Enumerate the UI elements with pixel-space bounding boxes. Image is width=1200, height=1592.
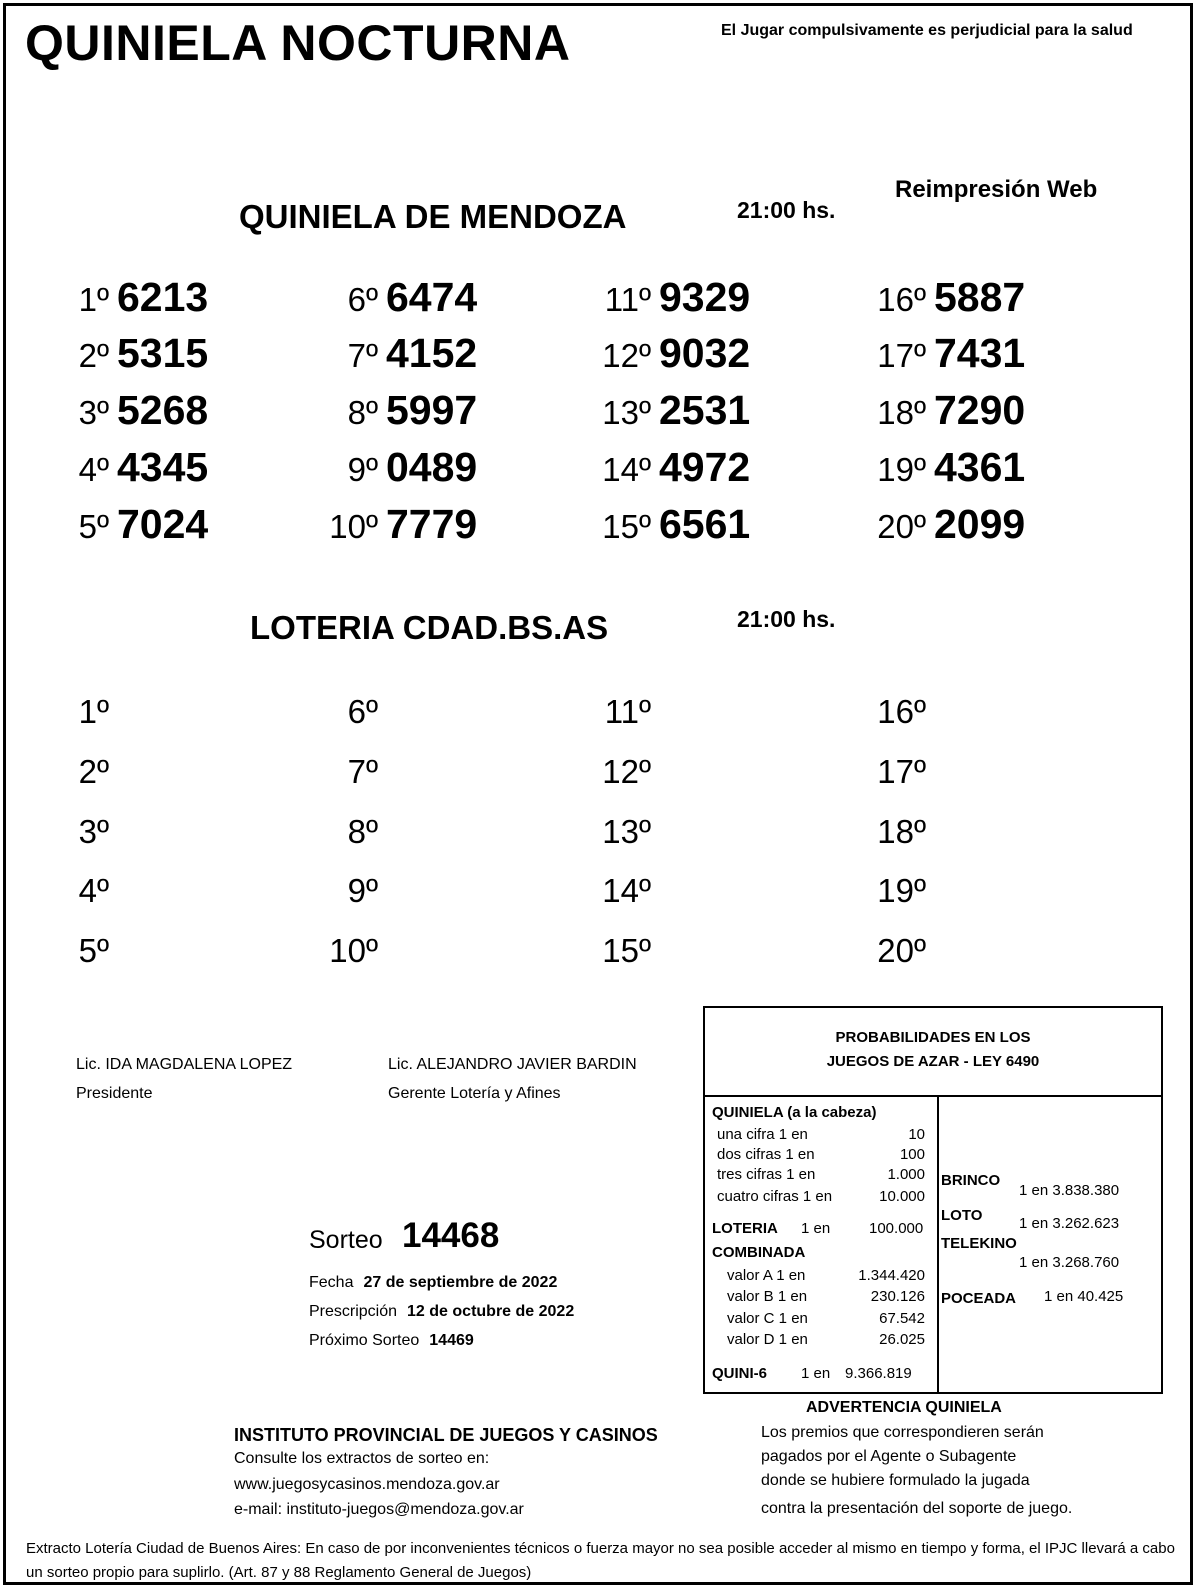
result-item: [278, 274, 477, 321]
result-number: 9329: [659, 274, 751, 320]
result-position: 11º: [604, 693, 651, 730]
advertencia-line: contra la presentación del soporte de juego.: [761, 1500, 1073, 1517]
extract-sheet: [3, 3, 1193, 1585]
prob-title: PROBABILIDADES EN LOS: [835, 1029, 1031, 1046]
result-position: 5º: [78, 932, 109, 969]
quini6-value: 9.366.819: [845, 1365, 912, 1382]
fecha-value: 27 de septiembre de 2022: [363, 1274, 558, 1291]
result-item: [551, 501, 750, 548]
result-position: 17º: [877, 753, 926, 790]
result-position: 16º: [877, 281, 926, 318]
result-position: 6º: [347, 693, 378, 730]
result-number: 4972: [659, 444, 751, 490]
fecha-line: [309, 1274, 557, 1292]
result-position: 20º: [877, 932, 926, 969]
result-item: [9, 330, 208, 377]
mendoza-time: 21:00 hs.: [737, 197, 836, 223]
odds-value: 1.344.420: [858, 1267, 925, 1284]
sorteo-label: Sorteo: [309, 1226, 383, 1254]
result-item: [9, 444, 208, 491]
result-position: 1º: [78, 281, 109, 318]
quini6-label: QUINI-6: [712, 1365, 768, 1382]
result-position: 15º: [602, 932, 651, 969]
prescripcion-line: [309, 1303, 574, 1321]
institute-email: e-mail: instituto-juegos@mendoza.gov.ar: [234, 1501, 524, 1518]
sorteo-number: 14468: [402, 1216, 500, 1255]
telekino-label: TELEKINO: [941, 1235, 1017, 1252]
fecha-label: Fecha: [309, 1274, 354, 1291]
result-position: 20º: [877, 508, 926, 545]
poceada-label: POCEADA: [941, 1290, 1017, 1307]
proximo-label: Próximo Sorteo: [309, 1332, 420, 1349]
odds-label: cuatro cifras 1 en: [717, 1188, 833, 1205]
odds-label: valor B 1 en: [727, 1288, 808, 1305]
institute-consult: Consulte los extractos de sorteo en:: [234, 1450, 490, 1467]
result-number: 7024: [117, 501, 209, 547]
result-item: [826, 501, 1025, 548]
result-item: [551, 274, 750, 321]
result-position: 2º: [78, 753, 109, 790]
combinada-head: COMBINADA: [712, 1244, 806, 1261]
loto-value: 1 en 3.262.623: [1019, 1215, 1120, 1232]
result-position: 8º: [347, 394, 378, 431]
prescripcion-label: Prescripción: [309, 1303, 398, 1320]
odds-label: valor D 1 en: [727, 1331, 808, 1348]
result-position: 2º: [78, 337, 109, 374]
result-position: 8º: [347, 813, 378, 850]
result-position: 3º: [78, 394, 109, 431]
result-position: 9º: [347, 872, 378, 909]
result-number: 5997: [386, 387, 478, 433]
result-item: [9, 274, 208, 321]
quiniela-head: QUINIELA (a la cabeza): [712, 1104, 877, 1121]
result-position: 12º: [602, 337, 651, 374]
result-position: 16º: [877, 693, 926, 730]
advertencia-line: pagados por el Agente o Subagente: [761, 1448, 1017, 1465]
result-item: [278, 387, 477, 434]
odds-value: 26.025: [879, 1331, 925, 1348]
reprint-label: Reimpresión Web: [895, 176, 1098, 203]
advertencia-line: donde se hubiere formulado la jugada: [761, 1472, 1030, 1489]
odds-label: valor C 1 en: [727, 1310, 808, 1327]
result-item: [826, 274, 1025, 321]
result-number: 5268: [117, 387, 209, 433]
health-warning: El Jugar compulsivamente es perjudicial para la salud: [721, 22, 1133, 39]
poceada-value: 1 en 40.425: [1044, 1288, 1124, 1305]
proximo-line: [309, 1332, 474, 1350]
result-number: 6213: [117, 274, 209, 320]
advertencia-title: ADVERTENCIA QUINIELA: [806, 1399, 1002, 1416]
institute-name: INSTITUTO PROVINCIAL DE JUEGOS Y CASINOS: [234, 1425, 658, 1445]
mendoza-title: QUINIELA DE MENDOZA: [239, 198, 627, 235]
result-item: [551, 444, 750, 491]
signature-role: Presidente: [76, 1085, 153, 1102]
odds-value: 100: [899, 1146, 925, 1163]
result-position: 19º: [877, 451, 926, 488]
result-item: [278, 330, 477, 377]
result-position: 9º: [347, 451, 378, 488]
result-number: 4361: [934, 444, 1026, 490]
result-position: 5º: [78, 508, 109, 545]
telekino-value: 1 en 3.268.760: [1019, 1254, 1120, 1271]
loto-label: LOTO: [941, 1207, 983, 1224]
result-number: 5887: [934, 274, 1026, 320]
odds-label: dos cifras 1 en: [717, 1146, 815, 1163]
result-position: 3º: [78, 813, 109, 850]
odds-value: 10: [908, 1126, 925, 1143]
odds-value: 230.126: [870, 1288, 925, 1305]
proximo-value: 14469: [429, 1332, 474, 1349]
divider: [705, 1095, 1161, 1097]
result-position: 1º: [78, 693, 109, 730]
result-number: 6474: [386, 274, 478, 320]
brinco-value: 1 en 3.838.380: [1019, 1182, 1120, 1199]
loteria-label: LOTERIA: [712, 1220, 778, 1237]
loteria-value: 100.000: [869, 1220, 924, 1237]
footer-note: Extracto Lotería Ciudad de Buenos Aires: En caso de por inconvenientes técnicos o fuerza mayor no sea posible acceder al mismo en tiempo y forma, el IPJC llevará a cabo un sorteo propio para suplirlo. (Art. 87 y 88 Reglamento General de Juegos): [26, 1540, 1175, 1581]
result-item: [826, 444, 1025, 491]
page-title: QUINIELA NOCTURNA: [25, 15, 571, 71]
result-position: 13º: [602, 813, 651, 850]
result-item: [9, 387, 208, 434]
prob-subtitle: JUEGOS DE AZAR - LEY 6490: [826, 1053, 1040, 1070]
result-position: 18º: [877, 813, 926, 850]
result-number: 9032: [659, 330, 751, 376]
signature-role: Gerente Lotería y Afines: [388, 1085, 561, 1102]
result-position: 10º: [329, 932, 378, 969]
result-number: 0489: [386, 444, 478, 490]
result-number: 7779: [386, 501, 478, 547]
loteria-title: LOTERIA CDAD.BS.AS: [250, 609, 609, 646]
advertencia-line: Los premios que correspondieren serán: [761, 1424, 1044, 1441]
result-number: 2531: [659, 387, 751, 433]
result-position: 14º: [602, 872, 651, 909]
result-item: [9, 501, 208, 548]
result-position: 14º: [602, 451, 651, 488]
odds-value: 1.000: [887, 1166, 925, 1183]
result-position: 4º: [78, 451, 109, 488]
odds-label: tres cifras 1 en: [717, 1166, 816, 1183]
result-number: 7290: [934, 387, 1026, 433]
result-item: [278, 444, 477, 491]
result-item: [278, 501, 477, 548]
prescripcion-value: 12 de octubre de 2022: [407, 1303, 575, 1320]
result-position: 15º: [602, 508, 651, 545]
result-position: 6º: [347, 281, 378, 318]
odds-value: 10.000: [879, 1188, 925, 1205]
loteria-time: 21:00 hs.: [737, 606, 836, 632]
result-number: 7431: [934, 330, 1026, 376]
probabilities-box: [703, 1006, 1163, 1394]
divider: [937, 1095, 939, 1392]
result-item: [551, 387, 750, 434]
result-position: 18º: [877, 394, 926, 431]
signature-name: Lic. IDA MAGDALENA LOPEZ: [76, 1056, 293, 1073]
result-number: 4345: [117, 444, 209, 490]
result-item: [551, 330, 750, 377]
result-number: 4152: [386, 330, 478, 376]
signature-name: Lic. ALEJANDRO JAVIER BARDIN: [388, 1056, 637, 1073]
odds-value: 67.542: [879, 1310, 925, 1327]
result-number: 6561: [659, 501, 751, 547]
result-position: 11º: [604, 281, 651, 318]
result-item: [826, 387, 1025, 434]
odds-label: valor A 1 en: [727, 1267, 806, 1284]
result-position: 7º: [347, 753, 378, 790]
result-position: 7º: [347, 337, 378, 374]
result-position: 13º: [602, 394, 651, 431]
result-number: 2099: [934, 501, 1026, 547]
result-position: 19º: [877, 872, 926, 909]
quini6-odds: 1 en: [801, 1365, 831, 1382]
result-position: 17º: [877, 337, 926, 374]
result-item: [826, 330, 1025, 377]
result-position: 12º: [602, 753, 651, 790]
odds-label: una cifra 1 en: [717, 1126, 808, 1143]
loteria-odds: 1 en: [801, 1220, 831, 1237]
brinco-label: BRINCO: [941, 1172, 1001, 1189]
result-position: 4º: [78, 872, 109, 909]
institute-website: www.juegosycasinos.mendoza.gov.ar: [234, 1476, 500, 1493]
result-position: 10º: [329, 508, 378, 545]
result-number: 5315: [117, 330, 209, 376]
